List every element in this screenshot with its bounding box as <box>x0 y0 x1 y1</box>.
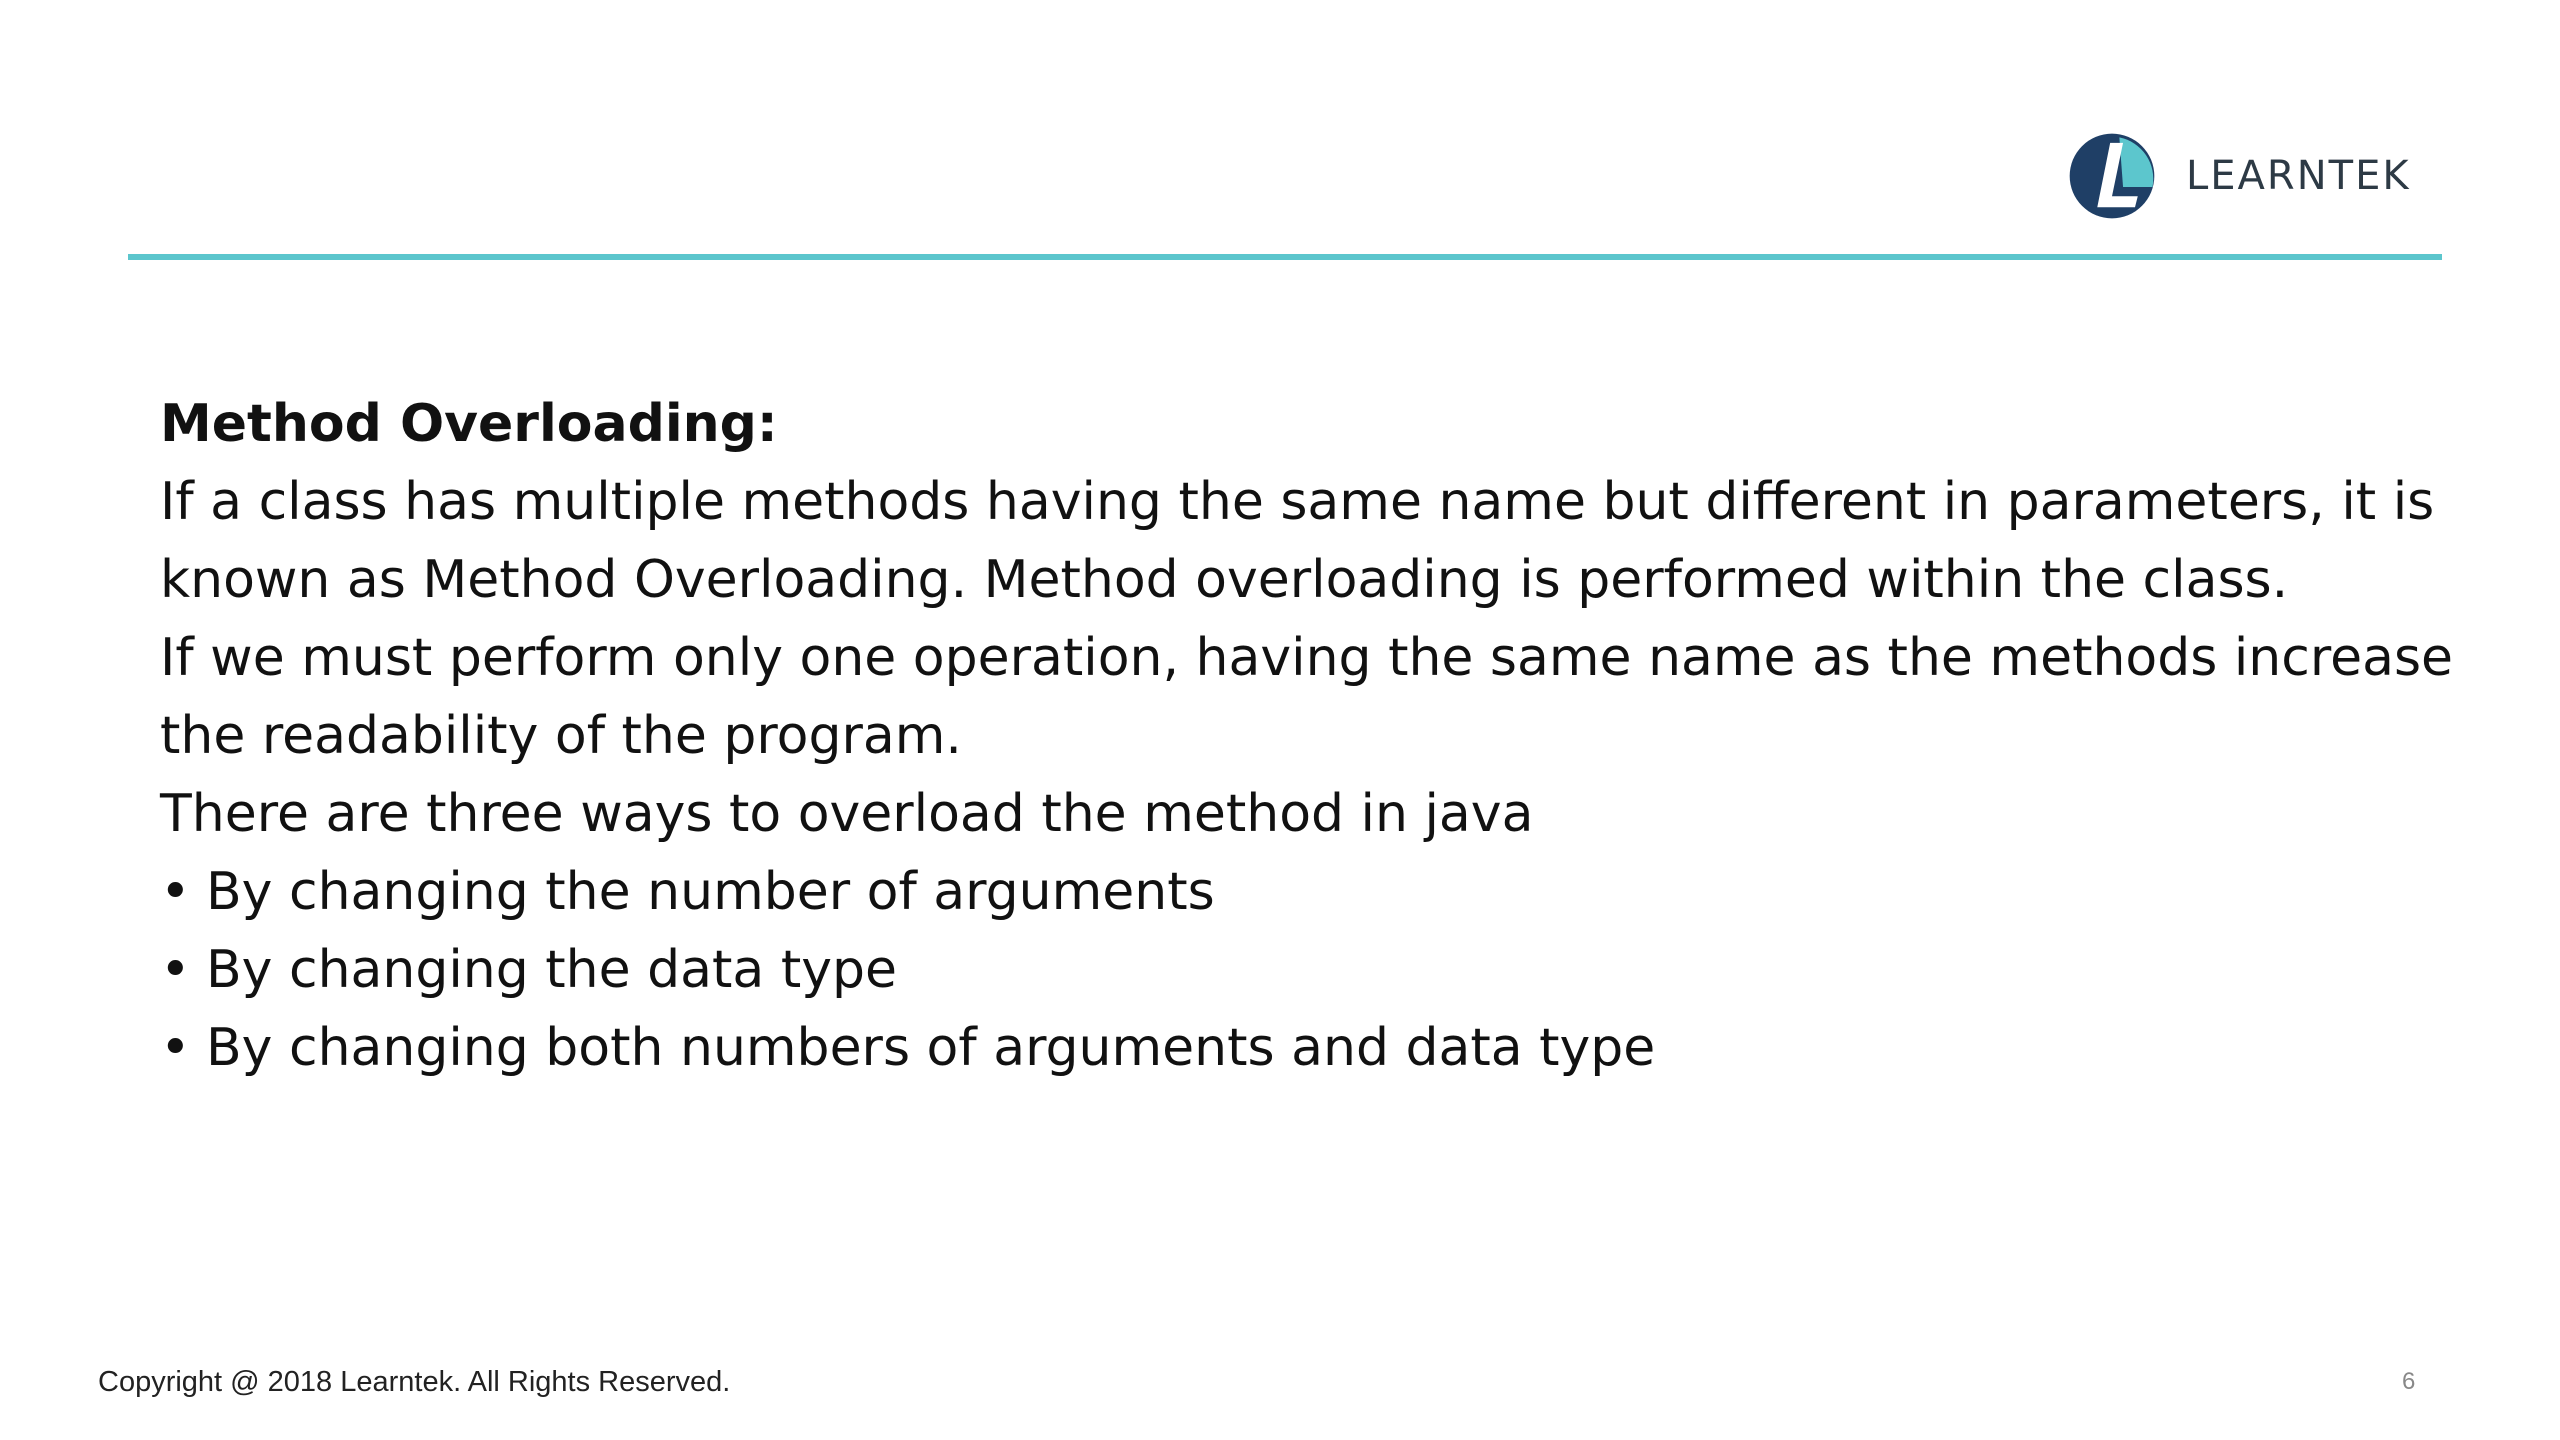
copyright-text: Copyright @ 2018 Learntek. All Rights Reserved. <box>98 1366 731 1398</box>
header-divider <box>128 254 2442 260</box>
bullet-icon: • <box>160 940 191 1000</box>
bullet-icon: • <box>160 1018 191 1078</box>
list-item <box>160 931 2460 1009</box>
list-item <box>160 853 2460 931</box>
paragraph-1: If a class has multiple methods having the same name but different in parameters, it is known as Method Overloading. Method overloading is performed within the class. <box>160 472 2435 610</box>
bullet-text: By changing the number of arguments <box>206 862 1215 922</box>
paragraph-3: There are three ways to overload the method in java <box>160 784 1534 844</box>
paragraph-2: If we must perform only one operation, having the same name as the methods increase the readability of the program. <box>160 628 2454 766</box>
bullet-text: By changing both numbers of arguments and data type <box>206 1018 1656 1078</box>
bullet-text: By changing the data type <box>206 940 897 1000</box>
list-item <box>160 1009 2460 1087</box>
page-number: 6 <box>2402 1368 2416 1395</box>
bullet-icon: • <box>160 862 191 922</box>
slide-body <box>160 385 2460 1087</box>
learntek-logo <box>2066 128 2411 224</box>
logo-text: LEARNTEK <box>2186 153 2411 199</box>
learntek-logo-icon <box>2066 130 2158 222</box>
slide-heading: Method Overloading: <box>160 394 778 454</box>
bullet-list <box>160 853 2460 1087</box>
